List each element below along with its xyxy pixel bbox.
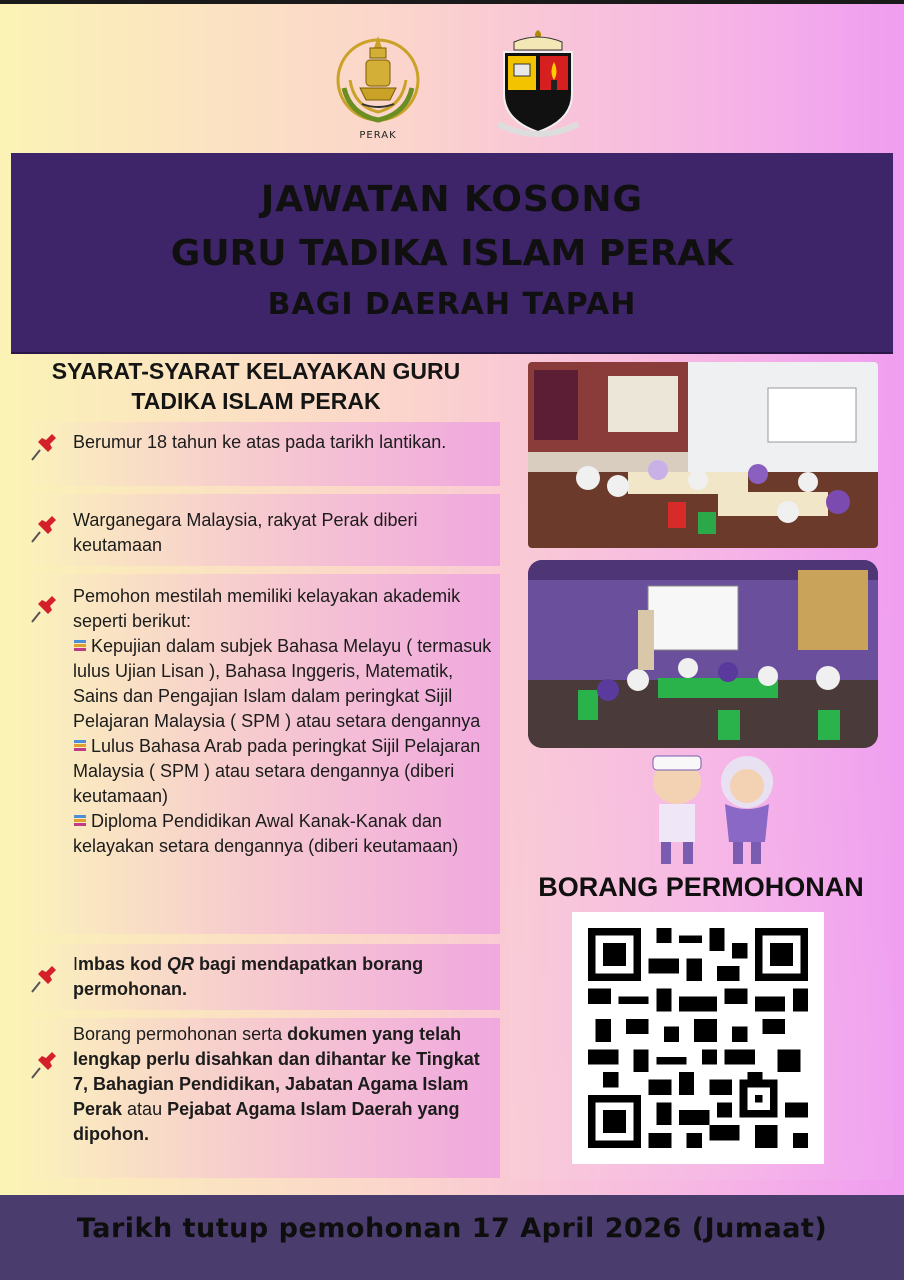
pushpin-icon: [28, 428, 62, 462]
requirements-title-line1: SYARAT-SYARAT KELAYAKAN GURU: [51, 358, 461, 384]
perak-crest-logo: [330, 28, 426, 144]
requirements-title-line2: TADIKA ISLAM PERAK: [131, 388, 381, 414]
requirement-item-3: [32, 574, 500, 934]
requirement-item-4-text: [73, 952, 494, 1002]
requirement-item-3-sub-2-text: Lulus Bahasa Arab pada peringkat Sijil Pelajaran Malaysia ( SPM ) atau setara dengannya (diberi keutamaan): [73, 736, 481, 806]
pushpin-icon: [28, 590, 62, 624]
application-form-title: BORANG PERMOHONAN: [538, 872, 864, 902]
requirement-item-4-qr: QR: [167, 954, 195, 974]
requirement-item-2: [32, 494, 500, 566]
requirement-item-4: [32, 944, 500, 1010]
requirement-item-4-part-c: bagi mendapatkan borang permohonan.: [73, 954, 424, 999]
banner-line-2: GURU TADIKA ISLAM PERAK: [170, 233, 734, 274]
classroom-photo-1: [528, 362, 878, 548]
requirement-item-5: [32, 1018, 500, 1178]
requirement-item-1-text: Berumur 18 tahun ke atas pada tarikh lantikan.: [73, 432, 447, 452]
deadline-text: Tarikh tutup pemohonan 17 April 2026 (Jumaat): [76, 1213, 828, 1244]
school-crest-logo: [494, 28, 582, 142]
requirement-item-5-part-c: atau: [122, 1099, 168, 1119]
perak-logo-caption: PERAK: [359, 130, 397, 141]
pushpin-icon: [28, 1046, 62, 1080]
requirement-item-5-text: [73, 1022, 494, 1147]
requirement-item-3-sub-1-text: Kepujian dalam subjek Bahasa Melayu ( termasuk lulus Ujian Lisan ), Bahasa Inggeris, Matematik, Sains dan Pengajian Islam dalam peringkat Sijil Pelajaran Malaysia ( SPM ) atau setara dengannya: [73, 636, 492, 731]
requirement-item-5-part-d: Pejabat Agama Islam Daerah yang dipohon.: [73, 1099, 460, 1144]
requirement-item-1: [32, 422, 500, 486]
deadline-footer: [0, 1195, 904, 1280]
pushpin-icon: [28, 960, 62, 994]
requirement-item-5-part-a: Borang permohonan serta: [73, 1024, 288, 1044]
pushpin-icon: [28, 510, 62, 544]
requirement-item-3-sub-3-text: Diploma Pendidikan Awal Kanak-Kanak dan kelayakan setara dengannya (diberi keutamaan): [73, 811, 459, 856]
requirement-item-4-part-b: mbas kod: [78, 954, 168, 974]
top-border: [0, 0, 904, 4]
title-banner: [11, 153, 893, 354]
right-panel: [509, 352, 893, 1180]
qr-code[interactable]: [572, 912, 824, 1164]
books-icon: [73, 814, 87, 828]
requirement-item-4-part-a: I: [73, 954, 79, 974]
requirement-item-3-sub-1: [73, 634, 494, 734]
requirement-item-3-text: [73, 584, 494, 859]
requirement-item-3-sub-2: [73, 734, 494, 809]
requirements-panel: [11, 352, 501, 1180]
requirement-item-2-text: Warganegara Malaysia, rakyat Perak diberi keutamaan: [73, 510, 418, 555]
books-icon: [73, 639, 87, 653]
requirement-item-3-intro: Pemohon mestilah memiliki kelayakan akademik seperti berikut:: [73, 586, 461, 631]
classroom-photo-2: [528, 560, 878, 748]
books-icon: [73, 739, 87, 753]
requirement-item-3-sub-3: [73, 809, 494, 859]
banner-line-1: JAWATAN KOSONG: [260, 179, 644, 220]
requirement-item-5-part-b: dokumen yang telah lengkap perlu disahkan dan dihantar ke Tingkat 7, Bahagian Pendidikan, Jabatan Agama Islam Perak: [73, 1024, 480, 1119]
kids-cartoon-illustration: [629, 752, 799, 872]
banner-line-3: BAGI DAERAH TAPAH: [267, 287, 637, 322]
requirements-title: [31, 356, 481, 416]
